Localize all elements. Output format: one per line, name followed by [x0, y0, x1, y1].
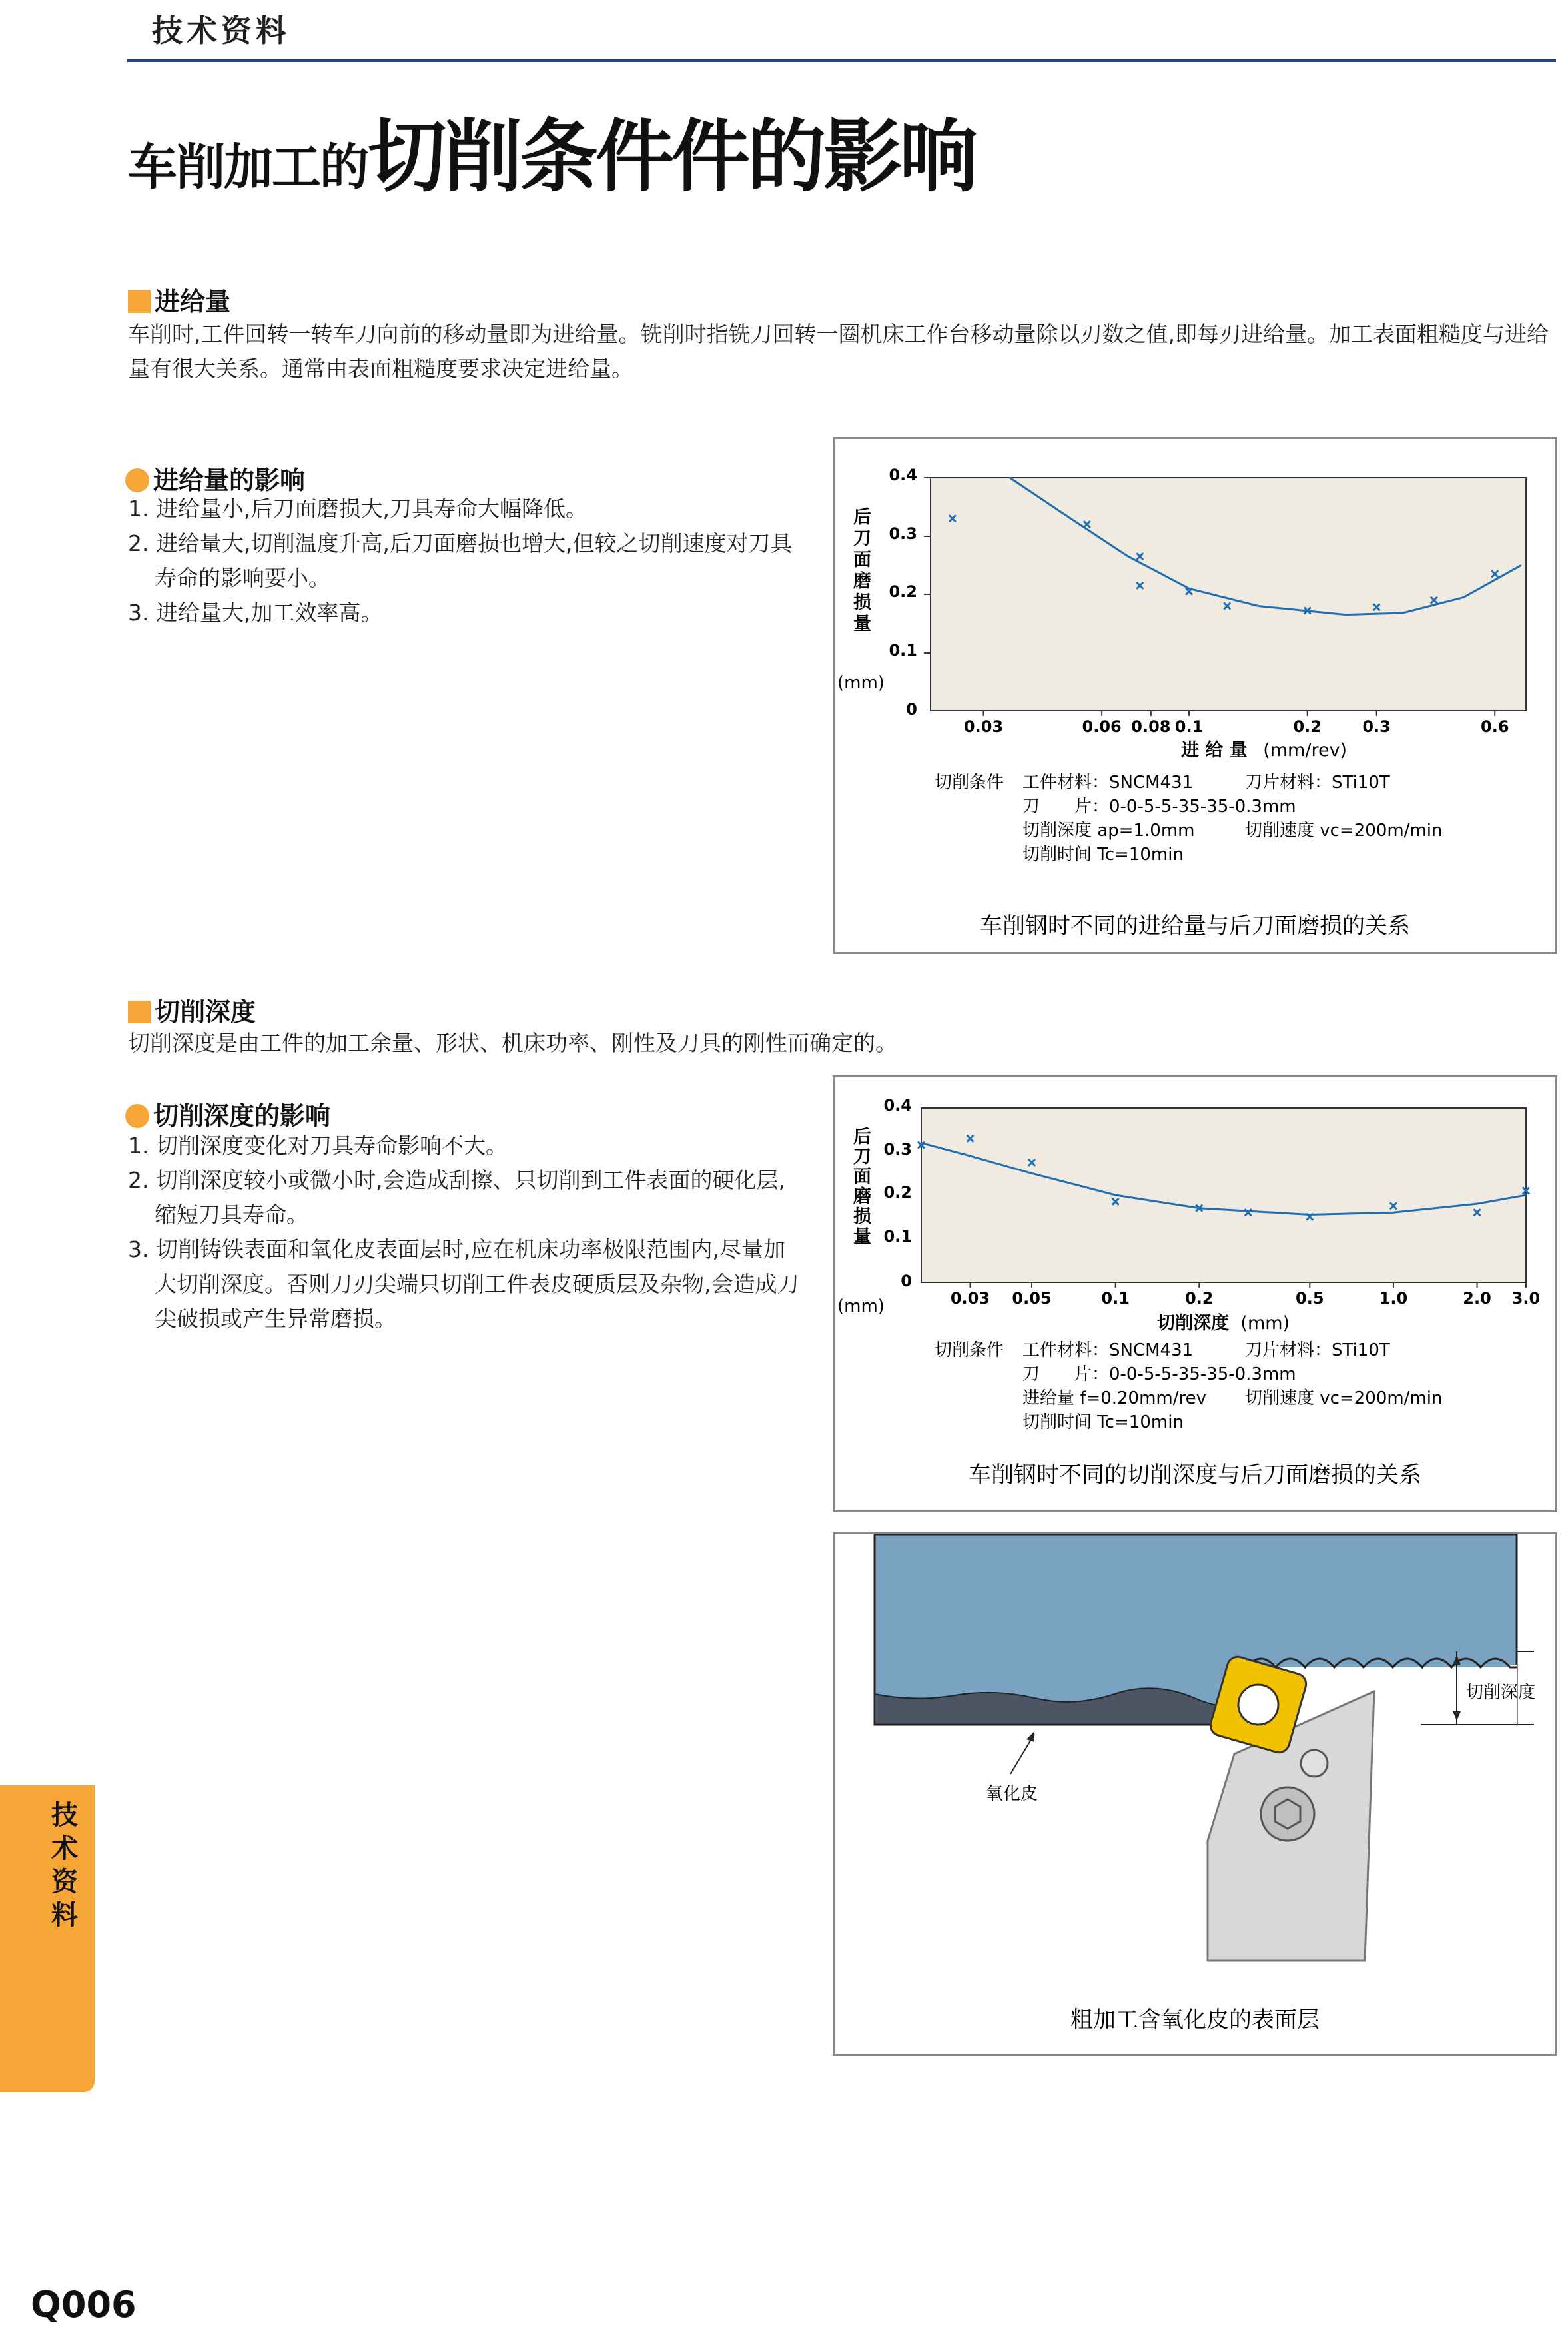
chart1-cond-row: 刀片材料：STi10T — [1245, 773, 1390, 793]
side-tab-char: 料 — [51, 1900, 78, 1931]
chart1-plot-area — [931, 478, 1526, 711]
square-bullet-icon — [128, 1001, 151, 1023]
chart1-cond-label: 切削条件 — [935, 773, 1004, 793]
chart1-ytick-marks — [924, 478, 931, 653]
chart2-ytick: 0.3 — [883, 1140, 912, 1159]
ylabel-char: 损 — [853, 592, 873, 613]
x-tick-label: 0.08 — [1131, 717, 1171, 736]
chart1-ylabel-text — [853, 507, 873, 634]
side-tab-char: 术 — [51, 1833, 78, 1864]
chart1-xlabel-text: 进 给 量 — [1181, 740, 1248, 761]
chart1-ytick: 0.2 — [889, 582, 917, 601]
chart2-cond-row: 进给量 f=0.20mm/rev — [1022, 1388, 1207, 1408]
chart2-ylabel — [853, 1127, 873, 1247]
title-part1: 车削加工的 — [128, 139, 368, 196]
chart1-ytick: 0.3 — [889, 524, 917, 543]
side-tab-char: 资 — [51, 1867, 78, 1897]
chart1-yunit: (mm) — [837, 673, 885, 693]
chart2-ytick: 0.4 — [883, 1096, 912, 1115]
chart2-conditions — [935, 1340, 1442, 1432]
chart2-cond-row: 工件材料：SNCM431 — [1022, 1340, 1194, 1360]
illustration-caption: 粗加工含氧化皮的表面层 — [1070, 2007, 1320, 2033]
ylabel-char: 损 — [853, 1206, 873, 1227]
chart2-svg — [835, 1077, 1555, 1510]
feed-paragraph: 车削时,工件回转一转车刀向前的移动量即为进给量。铣削时指铣刀回转一圈机床工作台移动量除以刃数之值,即每刃进给量。加工表面粗糙度与进给量有很大关系。通常由表面粗糙度要求决定进给量。 — [128, 321, 1549, 382]
chart1-ytick: 0.1 — [889, 641, 917, 660]
chart2-ylabel-text — [853, 1127, 873, 1247]
page-number: Q006 — [31, 2284, 137, 2326]
feed-effect-heading — [125, 460, 305, 496]
chart2-xlabel — [1157, 1312, 1290, 1334]
x-tick-label: 0.05 — [1012, 1289, 1052, 1308]
clamp-screw-icon — [1261, 1787, 1314, 1841]
feed-effects-list — [128, 492, 801, 630]
list-item: 2. 切削深度较小或微小时,会造成刮擦、只切削到工件表面的硬化层,缩短刀具寿命。 — [128, 1167, 785, 1228]
chart2-plot-area — [921, 1108, 1526, 1282]
chart1-cond-row: 切削时间 Tc=10min — [1022, 845, 1184, 865]
x-tick-label: 2.0 — [1463, 1289, 1491, 1308]
side-tab-char: 技 — [51, 1800, 78, 1831]
ylabel-char: 量 — [853, 1226, 873, 1247]
x-tick-label: 0.6 — [1481, 717, 1509, 736]
ylabel-char: 量 — [853, 614, 873, 634]
depth-effect-heading-text: 切削深度的影响 — [153, 1101, 331, 1131]
section-header: 技术资料 — [152, 13, 290, 49]
page-title — [128, 93, 975, 207]
ylabel-char: 后 — [853, 1127, 873, 1147]
chart2-cond-row: 刀片材料：STi10T — [1245, 1340, 1390, 1360]
list-item: 3. 进给量大,加工效率高。 — [128, 600, 383, 626]
x-tick-label: 0.1 — [1174, 717, 1204, 736]
ylabel-char: 磨 — [853, 1186, 873, 1207]
chart1-caption: 车削钢时不同的进给量与后刀面磨损的关系 — [980, 913, 1410, 939]
chart1-cond-row: 工件材料：SNCM431 — [1022, 773, 1194, 793]
square-bullet-icon — [128, 290, 151, 313]
chart2-cond-label: 切削条件 — [935, 1340, 1004, 1360]
chart2-frame — [833, 1075, 1557, 1512]
chart1-xunit: (mm/rev) — [1263, 740, 1348, 761]
circle-bullet-icon — [125, 1104, 149, 1128]
chart2-ytick: 0 — [901, 1272, 912, 1290]
x-tick-label: 0.3 — [1362, 717, 1391, 736]
x-tick-label: 0.2 — [1293, 717, 1322, 736]
feed-heading — [128, 281, 230, 318]
depth-label: 切削深度 — [1466, 1683, 1536, 1703]
chart1-ytick: 0 — [906, 700, 917, 719]
chart2-ytick: 0.2 — [883, 1183, 912, 1202]
chart2-cond-row: 切削速度 vc=200m/min — [1245, 1388, 1443, 1408]
chart2-xticks — [951, 1282, 1540, 1308]
depth-heading-text: 切削深度 — [155, 997, 256, 1027]
chart1-xlabel — [1181, 739, 1347, 761]
chart1-svg — [835, 439, 1555, 952]
insert-hole — [1238, 1685, 1278, 1725]
illustration-svg — [835, 1534, 1555, 2054]
x-tick-label: 0.5 — [1296, 1289, 1324, 1308]
x-tick-label: 0.2 — [1185, 1289, 1214, 1308]
x-tick-label: 0.1 — [1101, 1289, 1130, 1308]
x-tick-label: 1.0 — [1379, 1289, 1408, 1308]
chart1-ylabel — [853, 507, 873, 634]
chart2-ytick: 0.1 — [883, 1227, 912, 1246]
chart2-caption: 车削钢时不同的切削深度与后刀面磨损的关系 — [969, 1462, 1421, 1488]
ylabel-char: 刀 — [853, 1147, 873, 1167]
depth-heading — [128, 991, 256, 1028]
chart2-xlabel-text: 切削深度 — [1157, 1313, 1229, 1334]
ylabel-char: 磨 — [853, 571, 873, 592]
illustration-frame — [833, 1532, 1557, 2056]
oxide-pointer-arrow-icon — [1026, 1731, 1034, 1742]
circle-bullet-icon — [125, 468, 149, 492]
chart1-cond-row: 切削深度 ap=1.0mm — [1022, 821, 1195, 841]
depth-effect-heading — [125, 1095, 330, 1132]
chart1-xticks — [964, 711, 1509, 736]
x-tick-label: 0.06 — [1082, 717, 1122, 736]
chart2-xunit: (mm) — [1240, 1313, 1290, 1334]
oxide-label: 氧化皮 — [985, 1784, 1038, 1804]
chart1-ytick: 0.4 — [889, 466, 917, 484]
chart1-conditions — [935, 773, 1442, 865]
ylabel-char: 后 — [853, 507, 873, 528]
chart1-cond-row: 刀 片：0-0-5-5-35-35-0.3mm — [1022, 797, 1296, 817]
holder-pin — [1301, 1750, 1328, 1777]
chart1-yticks — [889, 466, 917, 719]
chart2-yunit: (mm) — [837, 1296, 885, 1316]
list-item: 2. 进给量大,切削温度升高,后刀面磨损也增大,但较之切削速度对刀具寿命的影响要小。 — [128, 530, 793, 591]
chart2-cond-row: 切削时间 Tc=10min — [1022, 1412, 1184, 1432]
ylabel-char: 面 — [853, 1167, 873, 1187]
x-tick-label: 3.0 — [1511, 1289, 1541, 1308]
list-item: 1. 进给量小,后刀面磨损大,刀具寿命大幅降低。 — [128, 496, 588, 522]
x-tick-label: 0.03 — [963, 717, 1004, 736]
side-tab-label — [48, 1799, 81, 1932]
list-item: 1. 切削深度变化对刀具寿命影响不大。 — [128, 1133, 508, 1159]
chart1-frame — [833, 437, 1557, 954]
list-item: 3. 切削铸铁表面和氧化皮表面层时,应在机床功率极限范围内,尽量加大切削深度。否则刀刃尖端只切削工件表皮硬质层及杂物,会造成刀尖破损或产生异常磨损。 — [128, 1236, 799, 1332]
ylabel-char: 刀 — [853, 528, 873, 549]
x-tick-label: 0.03 — [950, 1289, 990, 1308]
chart1-cond-row: 切削速度 vc=200m/min — [1245, 821, 1443, 841]
header-rule — [127, 59, 1556, 62]
feed-heading-text: 进给量 — [155, 287, 231, 316]
ylabel-char: 面 — [853, 550, 873, 570]
depth-effects-list — [128, 1129, 801, 1336]
depth-paragraph: 切削深度是由工件的加工余量、形状、机床功率、刚性及刀具的刚性而确定的。 — [128, 1030, 897, 1056]
chart2-yticks — [883, 1096, 912, 1290]
feed-effect-heading-text: 进给量的影响 — [153, 466, 306, 495]
chart2-cond-row: 刀 片：0-0-5-5-35-35-0.3mm — [1022, 1364, 1296, 1384]
title-part2: 切削条件件的影响 — [368, 111, 976, 203]
